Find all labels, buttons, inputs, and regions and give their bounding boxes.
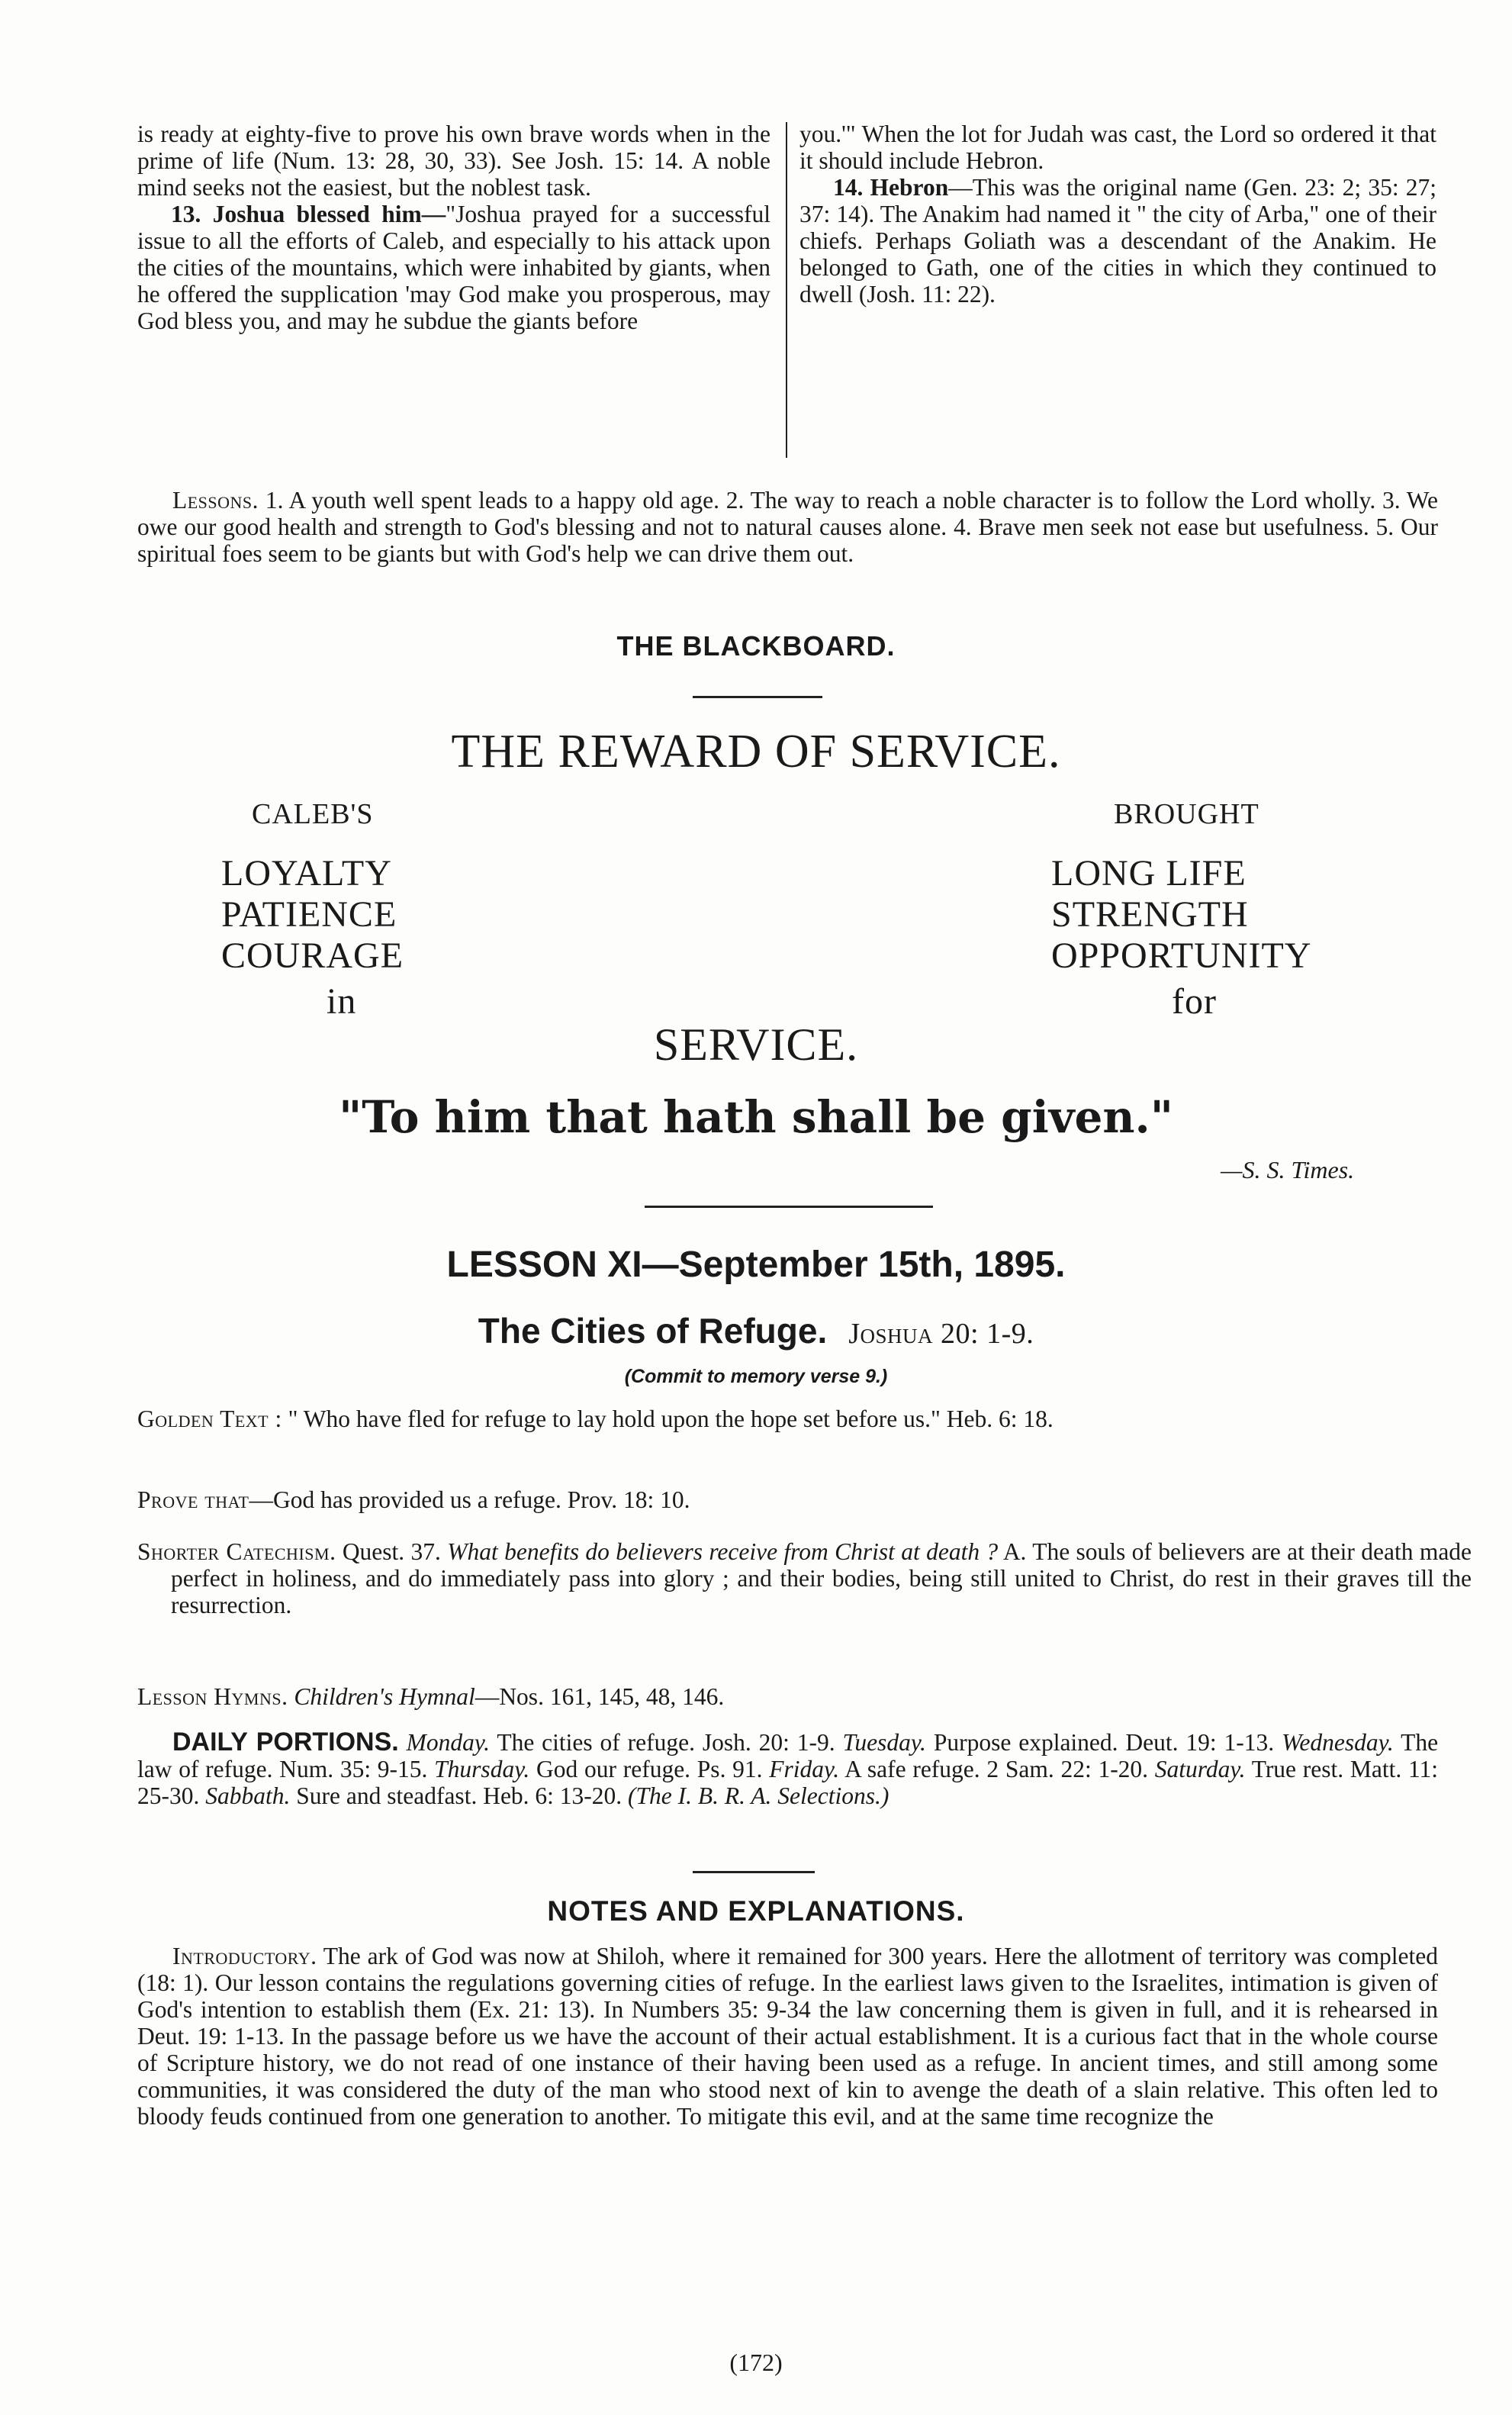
blackboard-rule-top (693, 696, 822, 698)
prove-that-label: Prove that (137, 1486, 249, 1513)
right-foot: for (1172, 981, 1217, 1022)
daily-text-sabbath: Sure and steadfast. Heb. 6: 13-20. (296, 1782, 622, 1809)
hymns-book: Children's Hymnal (294, 1683, 475, 1710)
golden-text (137, 1406, 1472, 1432)
catechism-question: What benefits do believers receive from Christ at death ? (447, 1538, 999, 1565)
daily-text-friday: A safe refuge. 2 Sam. 22: 1-20. (844, 1756, 1149, 1782)
blackboard-rule-bottom (645, 1206, 933, 1208)
daily-day-saturday: Saturday. (1154, 1756, 1246, 1782)
verse-14-number: 14. (833, 174, 864, 201)
lesson-hymns (137, 1683, 1438, 1710)
golden-text-body: " Who have fled for refuge to lay hold upon the hope set before us." Heb. 6: 18. (288, 1406, 1054, 1432)
verse-13-paragraph (137, 201, 770, 334)
right-col-paragraph: you.'" When the lot for Judah was cast, the Lord so ordered it that it should include Hebron. (799, 121, 1436, 174)
left-item-patience: PATIENCE (221, 894, 397, 935)
right-item-long-life: LONG LIFE (1051, 853, 1247, 894)
left-item-loyalty: LOYALTY (221, 853, 392, 894)
verse-13-heading: Joshua blessed him— (212, 201, 446, 227)
catechism (137, 1538, 1472, 1618)
motto-attribution: —S. S. Times. (1221, 1156, 1355, 1183)
lessons-label: Lessons. (172, 487, 259, 514)
verse-14-text: —This was the original name (Gen. 23: 2; 35: 27; 37: 14). The Anakim had named it " the city of Arba," one of their chiefs. Perhaps Goliath was a descendant of the Anakim. He belonged to Gath, one of the cities in which they continued to dwell (Josh. 11: 22). (799, 174, 1437, 308)
daily-text-tuesday: Purpose explained. Deut. 19: 1-13. (933, 1729, 1275, 1756)
right-item-opportunity: OPPORTUNITY (1051, 935, 1312, 976)
lesson-reference: Joshua 20: 1-9. (848, 1318, 1034, 1350)
blackboard-motto: "To him that hath shall be given." (339, 1091, 1173, 1143)
right-column (799, 121, 1436, 308)
commit-note: (Commit to memory verse 9.) (624, 1366, 888, 1387)
notes-intro-label: Introductory. (172, 1943, 317, 1969)
daily-day-tuesday: Tuesday. (842, 1729, 926, 1756)
left-item-courage: COURAGE (221, 935, 404, 976)
lessons-text: 1. A youth well spent leads to a happy old age. 2. The way to reach a noble character is to follow the Lord wholly. 3. We owe our good health and strength to God's blessing and not to natural causes alone. 4. Brave men seek not ease but usefulness. 5. Our spiritual foes seem to be giants but with God's help we can drive them out. (137, 487, 1438, 567)
daily-day-sabbath: Sabbath. (205, 1782, 291, 1809)
daily-day-friday: Friday. (769, 1756, 840, 1782)
lesson-subtitle: The Cities of Refuge. (478, 1311, 828, 1351)
left-head: CALEB'S (252, 798, 374, 830)
catechism-quest: Quest. 37. (342, 1538, 441, 1565)
blackboard-title: THE REWARD OF SERVICE. (451, 726, 1061, 778)
daily-text-wednesday: The law of refuge. Num. 35: 9-15. (137, 1729, 1439, 1782)
daily-portions (137, 1729, 1438, 1809)
blackboard-heading: THE BLACKBOARD. (616, 630, 896, 662)
daily-label: DAILY PORTIONS. (172, 1728, 399, 1757)
daily-day-thursday: Thursday. (434, 1756, 530, 1782)
notes-heading: NOTES AND EXPLANATIONS. (547, 1895, 965, 1927)
prove-that-text: —God has provided us a refuge. Prov. 18: 10. (249, 1486, 690, 1513)
left-column (137, 121, 770, 334)
lesson-title: LESSON XI—September 15th, 1895. (446, 1245, 1066, 1285)
left-foot: in (327, 981, 357, 1022)
right-item-strength: STRENGTH (1051, 894, 1249, 935)
verse-14-paragraph (799, 174, 1436, 308)
column-divider (786, 122, 787, 458)
right-head: BROUGHT (1114, 798, 1259, 830)
page-number: (172) (729, 2349, 783, 2376)
daily-text-thursday: God our refuge. Ps. 91. (536, 1756, 763, 1782)
blackboard-center-word: SERVICE. (653, 1019, 859, 1070)
daily-rule (693, 1871, 815, 1873)
prove-that (137, 1486, 1438, 1513)
catechism-answer: A. The souls of believers are at their death made perfect in holiness, and do immediately pass into glory ; and their bodies, being still united to Christ, do rest in their graves till the resurrection. (171, 1538, 1472, 1618)
daily-day-wednesday: Wednesday. (1282, 1729, 1394, 1756)
daily-source: (The I. B. R. A. Selections.) (628, 1782, 890, 1809)
verse-14-heading: Hebron (870, 174, 949, 201)
left-col-paragraph: is ready at eighty-five to prove his own brave words when in the prime of life (Num. 13: 28, 30, 33). See Josh. 15: 14. A noble mind seeks not the easiest, but the noblest task. (137, 121, 770, 201)
golden-text-label: Golden Text : (137, 1406, 282, 1432)
hymns-numbers: —Nos. 161, 145, 48, 146. (475, 1683, 725, 1710)
blackboard-left (221, 794, 526, 1022)
catechism-label: Shorter Catechism. (137, 1538, 336, 1565)
verse-13-text: "Joshua prayed for a successful issue to all the efforts of Caleb, and especially to his attack upon the cities of the mountains, which were inhabited by giants, when he offered the supplication 'may God make you prosperous, may God bless you, and may he subdue the giants before (137, 201, 771, 334)
notes-intro (137, 1943, 1438, 2130)
hymns-label: Lesson Hymns. (137, 1683, 288, 1710)
notes-intro-text: The ark of God was now at Shiloh, where it remained for 300 years. Here the allotment of territory was completed (18: 1). Our lesson contains the regulations governing cities of refuge. In the earliest laws given to the Israelites, intimation is given of God's intention to establish them (Ex. 21: 13). In Numbers 35: 9-34 the law concerning them is given in full, and it is rehearsed in Deut. 19: 1-13. In the passage before us we have the account of their actual establishment. It is a curious fact that in the whole course of Scripture history, we do not read of one instance of their having been used as a refuge. In ancient times, and still among some communities, it was considered the duty of the man who stood next of kin to avenge the death of a slain relative. This often led to bloody feuds continued from one generation to another. To mitigate this evil, and at the same time recognize the (137, 1943, 1438, 2130)
lessons-paragraph (137, 487, 1438, 567)
blackboard-right (1051, 794, 1402, 1022)
daily-day-monday: Monday. (406, 1729, 490, 1756)
daily-text-saturday: True rest. Matt. 11: 25-30. (137, 1756, 1439, 1809)
verse-13-number: 13. (171, 201, 201, 227)
lesson-subtitle-line (0, 1310, 1512, 1351)
daily-text-monday: The cities of refuge. Josh. 20: 1-9. (497, 1729, 835, 1756)
